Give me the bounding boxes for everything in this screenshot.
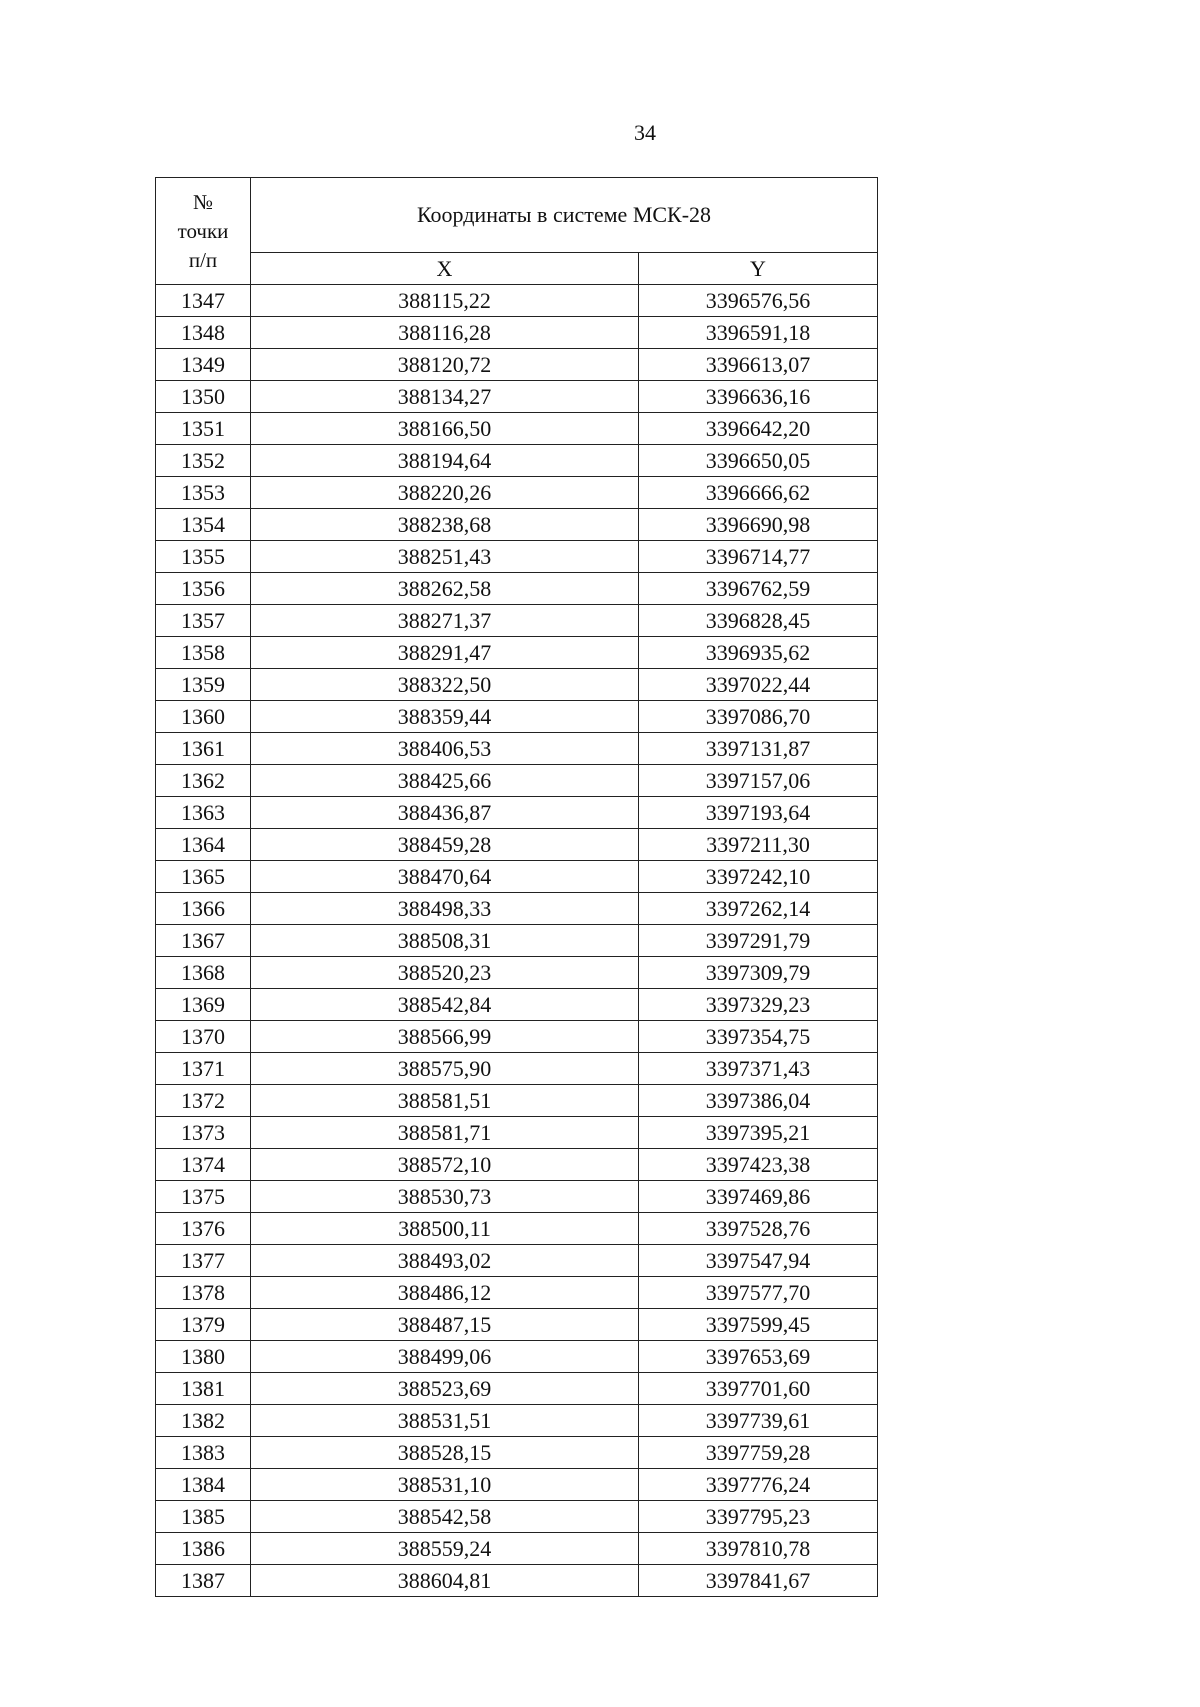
point-number-cell: 1361 <box>156 733 251 765</box>
x-coordinate-cell: 388262,58 <box>251 573 639 605</box>
y-coordinate-cell: 3397547,94 <box>639 1245 878 1277</box>
point-number-cell: 1378 <box>156 1277 251 1309</box>
y-coordinate-cell: 3397795,23 <box>639 1501 878 1533</box>
point-number-cell: 1376 <box>156 1213 251 1245</box>
x-coordinate-cell: 388291,47 <box>251 637 639 669</box>
table-row <box>156 1501 878 1533</box>
point-number-cell: 1370 <box>156 1021 251 1053</box>
table-row <box>156 957 878 989</box>
table-row <box>156 637 878 669</box>
table-row <box>156 925 878 957</box>
point-number-cell: 1387 <box>156 1565 251 1597</box>
table-row <box>156 349 878 381</box>
table-row <box>156 1277 878 1309</box>
point-number-cell: 1350 <box>156 381 251 413</box>
table-row <box>156 1341 878 1373</box>
table-row <box>156 1309 878 1341</box>
table-row <box>156 573 878 605</box>
y-coordinate-cell: 3397776,24 <box>639 1469 878 1501</box>
point-number-cell: 1383 <box>156 1437 251 1469</box>
y-coordinate-cell: 3397759,28 <box>639 1437 878 1469</box>
x-coordinate-cell: 388459,28 <box>251 829 639 861</box>
x-coordinate-cell: 388116,28 <box>251 317 639 349</box>
y-coordinate-cell: 3396690,98 <box>639 509 878 541</box>
table-row <box>156 1533 878 1565</box>
x-coordinate-cell: 388572,10 <box>251 1149 639 1181</box>
y-coordinate-cell: 3397386,04 <box>639 1085 878 1117</box>
point-number-cell: 1375 <box>156 1181 251 1213</box>
point-number-cell: 1382 <box>156 1405 251 1437</box>
y-coordinate-cell: 3397242,10 <box>639 861 878 893</box>
x-coordinate-cell: 388487,15 <box>251 1309 639 1341</box>
x-coordinate-cell: 388166,50 <box>251 413 639 445</box>
y-coordinate-cell: 3397211,30 <box>639 829 878 861</box>
point-number-cell: 1380 <box>156 1341 251 1373</box>
point-number-cell: 1360 <box>156 701 251 733</box>
table-row <box>156 1085 878 1117</box>
point-number-cell: 1352 <box>156 445 251 477</box>
y-coordinate-cell: 3397354,75 <box>639 1021 878 1053</box>
x-coordinate-cell: 388604,81 <box>251 1565 639 1597</box>
x-coordinate-cell: 388528,15 <box>251 1437 639 1469</box>
table-row <box>156 1149 878 1181</box>
y-coordinate-cell: 3396714,77 <box>639 541 878 573</box>
x-coordinate-cell: 388520,23 <box>251 957 639 989</box>
table-row <box>156 1469 878 1501</box>
x-coordinate-cell: 388322,50 <box>251 669 639 701</box>
point-number-cell: 1368 <box>156 957 251 989</box>
y-coordinate-cell: 3397291,79 <box>639 925 878 957</box>
table-row <box>156 413 878 445</box>
point-number-cell: 1357 <box>156 605 251 637</box>
point-number-cell: 1372 <box>156 1085 251 1117</box>
y-coordinate-cell: 3397469,86 <box>639 1181 878 1213</box>
table-row <box>156 765 878 797</box>
table-row <box>156 1053 878 1085</box>
y-coordinate-cell: 3397309,79 <box>639 957 878 989</box>
x-coordinate-cell: 388493,02 <box>251 1245 639 1277</box>
point-number-cell: 1349 <box>156 349 251 381</box>
y-coordinate-cell: 3397423,38 <box>639 1149 878 1181</box>
table-row <box>156 1405 878 1437</box>
point-number-cell: 1362 <box>156 765 251 797</box>
y-coordinate-cell: 3397577,70 <box>639 1277 878 1309</box>
x-coordinate-cell: 388120,72 <box>251 349 639 381</box>
point-number-cell: 1363 <box>156 797 251 829</box>
point-number-cell: 1373 <box>156 1117 251 1149</box>
point-number-cell: 1354 <box>156 509 251 541</box>
table-row <box>156 797 878 829</box>
x-coordinate-cell: 388498,33 <box>251 893 639 925</box>
x-coordinate-cell: 388115,22 <box>251 285 639 317</box>
point-number-cell: 1358 <box>156 637 251 669</box>
y-column-header: Y <box>639 253 878 285</box>
table-row <box>156 477 878 509</box>
table-row <box>156 701 878 733</box>
table-row <box>156 509 878 541</box>
x-coordinate-cell: 388238,68 <box>251 509 639 541</box>
y-coordinate-cell: 3396636,16 <box>639 381 878 413</box>
x-coordinate-cell: 388530,73 <box>251 1181 639 1213</box>
y-coordinate-cell: 3396591,18 <box>639 317 878 349</box>
coordinates-system-header: Координаты в системе МСК-28 <box>251 178 878 253</box>
y-coordinate-cell: 3397395,21 <box>639 1117 878 1149</box>
x-coordinate-cell: 388470,64 <box>251 861 639 893</box>
table-row <box>156 1021 878 1053</box>
x-coordinate-cell: 388134,27 <box>251 381 639 413</box>
y-coordinate-cell: 3397841,67 <box>639 1565 878 1597</box>
y-coordinate-cell: 3396576,56 <box>639 285 878 317</box>
point-number-cell: 1348 <box>156 317 251 349</box>
table-row <box>156 1565 878 1597</box>
x-coordinate-cell: 388406,53 <box>251 733 639 765</box>
table-row <box>156 893 878 925</box>
table-row <box>156 861 878 893</box>
point-number-cell: 1351 <box>156 413 251 445</box>
table-body <box>156 285 878 1597</box>
table-row <box>156 1245 878 1277</box>
x-coordinate-cell: 388499,06 <box>251 1341 639 1373</box>
y-coordinate-cell: 3397157,06 <box>639 765 878 797</box>
x-coordinate-cell: 388566,99 <box>251 1021 639 1053</box>
table-row <box>156 317 878 349</box>
x-coordinate-cell: 388436,87 <box>251 797 639 829</box>
table-row <box>156 381 878 413</box>
point-number-cell: 1384 <box>156 1469 251 1501</box>
y-coordinate-cell: 3397022,44 <box>639 669 878 701</box>
y-coordinate-cell: 3397701,60 <box>639 1373 878 1405</box>
point-number-cell: 1369 <box>156 989 251 1021</box>
point-number-cell: 1379 <box>156 1309 251 1341</box>
y-coordinate-cell: 3397810,78 <box>639 1533 878 1565</box>
table-row <box>156 285 878 317</box>
y-coordinate-cell: 3397262,14 <box>639 893 878 925</box>
x-column-header: X <box>251 253 639 285</box>
point-number-cell: 1386 <box>156 1533 251 1565</box>
point-number-word: точки <box>177 218 229 243</box>
x-coordinate-cell: 388220,26 <box>251 477 639 509</box>
y-coordinate-cell: 3397599,45 <box>639 1309 878 1341</box>
x-coordinate-cell: 388500,11 <box>251 1213 639 1245</box>
x-coordinate-cell: 388486,12 <box>251 1277 639 1309</box>
y-coordinate-cell: 3397653,69 <box>639 1341 878 1373</box>
table-row <box>156 989 878 1021</box>
y-coordinate-cell: 3397193,64 <box>639 797 878 829</box>
point-number-cell: 1367 <box>156 925 251 957</box>
table-header <box>156 178 878 285</box>
point-number-cell: 1374 <box>156 1149 251 1181</box>
y-coordinate-cell: 3397528,76 <box>639 1213 878 1245</box>
table-row <box>156 1213 878 1245</box>
y-coordinate-cell: 3396650,05 <box>639 445 878 477</box>
point-number-cell: 1366 <box>156 893 251 925</box>
x-coordinate-cell: 388508,31 <box>251 925 639 957</box>
y-coordinate-cell: 3397371,43 <box>639 1053 878 1085</box>
x-coordinate-cell: 388359,44 <box>251 701 639 733</box>
point-number-cell: 1371 <box>156 1053 251 1085</box>
point-number-cell: 1347 <box>156 285 251 317</box>
point-number-abbrev: п/п <box>188 247 218 272</box>
table-row <box>156 541 878 573</box>
point-number-cell: 1353 <box>156 477 251 509</box>
point-number-cell: 1356 <box>156 573 251 605</box>
x-coordinate-cell: 388542,58 <box>251 1501 639 1533</box>
y-coordinate-cell: 3397086,70 <box>639 701 878 733</box>
x-coordinate-cell: 388542,84 <box>251 989 639 1021</box>
table-row <box>156 605 878 637</box>
y-coordinate-cell: 3397739,61 <box>639 1405 878 1437</box>
point-number-header <box>156 178 251 285</box>
x-coordinate-cell: 388531,10 <box>251 1469 639 1501</box>
y-coordinate-cell: 3396642,20 <box>639 413 878 445</box>
x-coordinate-cell: 388581,71 <box>251 1117 639 1149</box>
point-number-symbol: № <box>192 189 214 214</box>
y-coordinate-cell: 3396666,62 <box>639 477 878 509</box>
table-row <box>156 733 878 765</box>
table-row <box>156 829 878 861</box>
table-row <box>156 669 878 701</box>
x-coordinate-cell: 388559,24 <box>251 1533 639 1565</box>
x-coordinate-cell: 388425,66 <box>251 765 639 797</box>
point-number-cell: 1385 <box>156 1501 251 1533</box>
table-row <box>156 1181 878 1213</box>
table-row <box>156 1117 878 1149</box>
y-coordinate-cell: 3396613,07 <box>639 349 878 381</box>
table-row <box>156 1373 878 1405</box>
y-coordinate-cell: 3396828,45 <box>639 605 878 637</box>
point-number-cell: 1377 <box>156 1245 251 1277</box>
point-number-cell: 1364 <box>156 829 251 861</box>
table-row <box>156 1437 878 1469</box>
x-coordinate-cell: 388251,43 <box>251 541 639 573</box>
point-number-cell: 1359 <box>156 669 251 701</box>
point-number-cell: 1381 <box>156 1373 251 1405</box>
point-number-cell: 1355 <box>156 541 251 573</box>
page-number: 34 <box>634 120 656 145</box>
x-coordinate-cell: 388194,64 <box>251 445 639 477</box>
y-coordinate-cell: 3397329,23 <box>639 989 878 1021</box>
x-coordinate-cell: 388271,37 <box>251 605 639 637</box>
x-coordinate-cell: 388531,51 <box>251 1405 639 1437</box>
y-coordinate-cell: 3396935,62 <box>639 637 878 669</box>
y-coordinate-cell: 3396762,59 <box>639 573 878 605</box>
table-row <box>156 445 878 477</box>
x-coordinate-cell: 388575,90 <box>251 1053 639 1085</box>
y-coordinate-cell: 3397131,87 <box>639 733 878 765</box>
x-coordinate-cell: 388523,69 <box>251 1373 639 1405</box>
x-coordinate-cell: 388581,51 <box>251 1085 639 1117</box>
coordinates-table <box>155 177 878 1597</box>
point-number-cell: 1365 <box>156 861 251 893</box>
